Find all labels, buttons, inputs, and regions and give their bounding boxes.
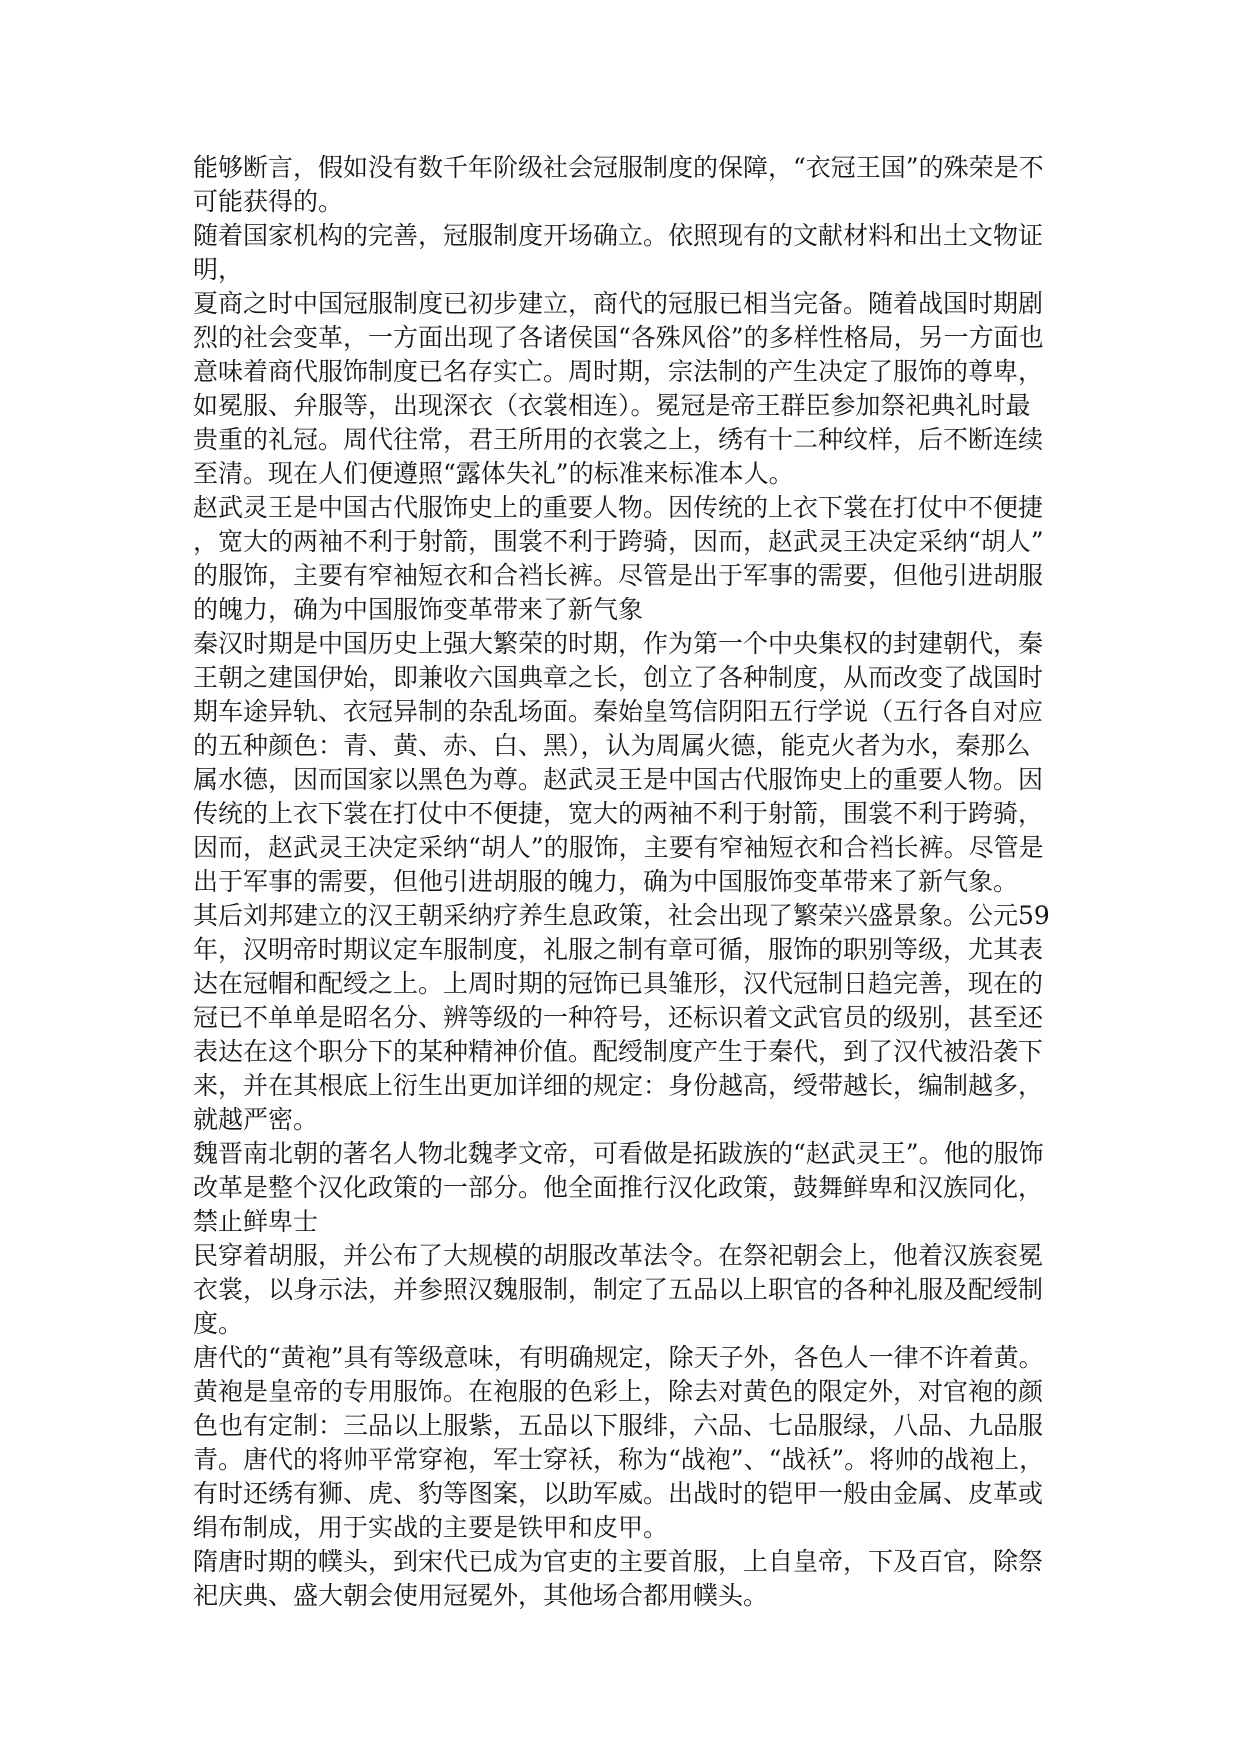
text-line: 魏晋南北朝的著名人物北魏孝文帝，可看做是拓跋族的“赵武灵王”。他的服饰 [193, 1139, 1044, 1168]
text-line: 来，并在其根底上衍生出更加详细的规定：身份越高，绶带越长，编制越多， [193, 1071, 1044, 1100]
text-line: 随着国家机构的完善，冠服制度开场确立。依照现有的文献材料和出土文物证 [193, 221, 1044, 250]
text-line: 夏商之时中国冠服制度已初步建立，商代的冠服已相当完备。随着战国时期剧 [193, 289, 1044, 318]
text-line: 色也有定制：三品以上服紫，五品以下服绯，六品、七品服绿，八品、九品服 [193, 1411, 1044, 1440]
text-line: 冠已不单单是昭名分、辨等级的一种符号，还标识着文武官员的级别，甚至还 [193, 1003, 1044, 1032]
text-line: 可能获得的。 [193, 187, 344, 216]
text-line: 民穿着胡服，并公布了大规模的胡服改革法令。在祭祀朝会上，他着汉族衮冕 [193, 1241, 1044, 1270]
text-line: 的五种颜色：青、黄、赤、白、黑），认为周属火德，能克火者为水，秦那么 [193, 731, 1031, 760]
text-line: 的服饰，主要有窄袖短衣和合裆长裤。尽管是出于军事的需要，但他引进胡服 [193, 561, 1044, 590]
text-line: 达在冠帽和配绶之上。上周时期的冠饰已具雏形，汉代冠制日趋完善，现在的 [193, 969, 1044, 998]
text-line: 意味着商代服饰制度已名存实亡。周时期，宗法制的产生决定了服饰的尊卑， [193, 357, 1044, 386]
text-line: ，宽大的两袖不利于射箭，围裳不利于跨骑，因而，赵武灵王决定采纳“胡人” [193, 527, 1044, 556]
text-line: 出于军事的需要，但他引进胡服的魄力，确为中国服饰变革带来了新气象。 [193, 867, 1019, 896]
text-line: 衣裳，以身示法，并参照汉魏服制，制定了五品以上职官的各种礼服及配绶制 [193, 1275, 1044, 1304]
text-line: 黄袍是皇帝的专用服饰。在袍服的色彩上，除去对黄色的限定外，对官袍的颜 [193, 1377, 1044, 1406]
text-line: 唐代的“黄袍”具有等级意味，有明确规定，除天子外，各色人一律不许着黄。 [193, 1343, 1044, 1372]
text-line: 度。 [193, 1309, 244, 1338]
text-line: 表达在这个职分下的某种精神价值。配绶制度产生于秦代，到了汉代被沿袭下 [193, 1037, 1044, 1066]
text-line: 因而，赵武灵王决定采纳“胡人”的服饰，主要有窄袖短衣和合裆长裤。尽管是 [193, 833, 1044, 862]
text-line: 王朝之建国伊始，即兼收六国典章之长，创立了各种制度，从而改变了战国时 [193, 663, 1044, 692]
text-line: 属水德，因而国家以黑色为尊。赵武灵王是中国古代服饰史上的重要人物。因 [193, 765, 1044, 794]
text-line: 秦汉时期是中国历史上强大繁荣的时期，作为第一个中央集权的封建朝代，秦 [193, 629, 1044, 658]
text-line: 禁止鲜卑士 [193, 1207, 319, 1236]
text-line: 烈的社会变革，一方面出现了各诸侯国“各殊风俗”的多样性格局，另一方面也 [193, 323, 1044, 352]
text-line: 其后刘邦建立的汉王朝采纳疗养生息政策，社会出现了繁荣兴盛景象。公元59 [193, 901, 1050, 930]
text-line: 明， [193, 255, 244, 284]
text-line: 至清。现在人们便遵照“露体失礼”的标准来标准本人。 [193, 459, 794, 488]
text-line: 隋唐时期的幞头，到宋代已成为官吏的主要首服，上自皇帝，下及百官，除祭 [193, 1547, 1044, 1576]
text-line: 年，汉明帝时期议定车服制度，礼服之制有章可循，服饰的职别等级，尤其表 [193, 935, 1044, 964]
text-line: 的魄力，确为中国服饰变革带来了新气象 [193, 595, 644, 624]
text-line: 赵武灵王是中国古代服饰史上的重要人物。因传统的上衣下裳在打仗中不便捷 [193, 493, 1044, 522]
text-line: 能够断言，假如没有数千年阶级社会冠服制度的保障，“衣冠王国”的殊荣是不 [193, 153, 1044, 182]
text-line: 祀庆典、盛大朝会使用冠冕外，其他场合都用幞头。 [193, 1581, 769, 1610]
text-line: 贵重的礼冠。周代往常，君王所用的衣裳之上，绣有十二种纹样，后不断连续 [193, 425, 1044, 454]
text-line: 传统的上衣下裳在打仗中不便捷，宽大的两袖不利于射箭，围裳不利于跨骑， [193, 799, 1044, 828]
body-text [193, 151, 1057, 1613]
text-line: 改革是整个汉化政策的一部分。他全面推行汉化政策，鼓舞鲜卑和汉族同化， [193, 1173, 1044, 1202]
text-line: 有时还绣有狮、虎、豹等图案，以助军威。出战时的铠甲一般由金属、皮革或 [193, 1479, 1044, 1508]
text-line: 青。唐代的将帅平常穿袍，军士穿袄，称为“战袍”、“战袄”。将帅的战袍上， [193, 1445, 1045, 1474]
text-line: 就越严密。 [193, 1105, 319, 1134]
text-line: 期车途异轨、衣冠异制的杂乱场面。秦始皇笃信阴阳五行学说（五行各自对应 [193, 697, 1044, 726]
text-line: 如冕服、弁服等，出现深衣（衣裳相连）。冕冠是帝王群臣参加祭祀典礼时最 [193, 391, 1031, 420]
text-line: 绢布制成，用于实战的主要是铁甲和皮甲。 [193, 1513, 669, 1542]
